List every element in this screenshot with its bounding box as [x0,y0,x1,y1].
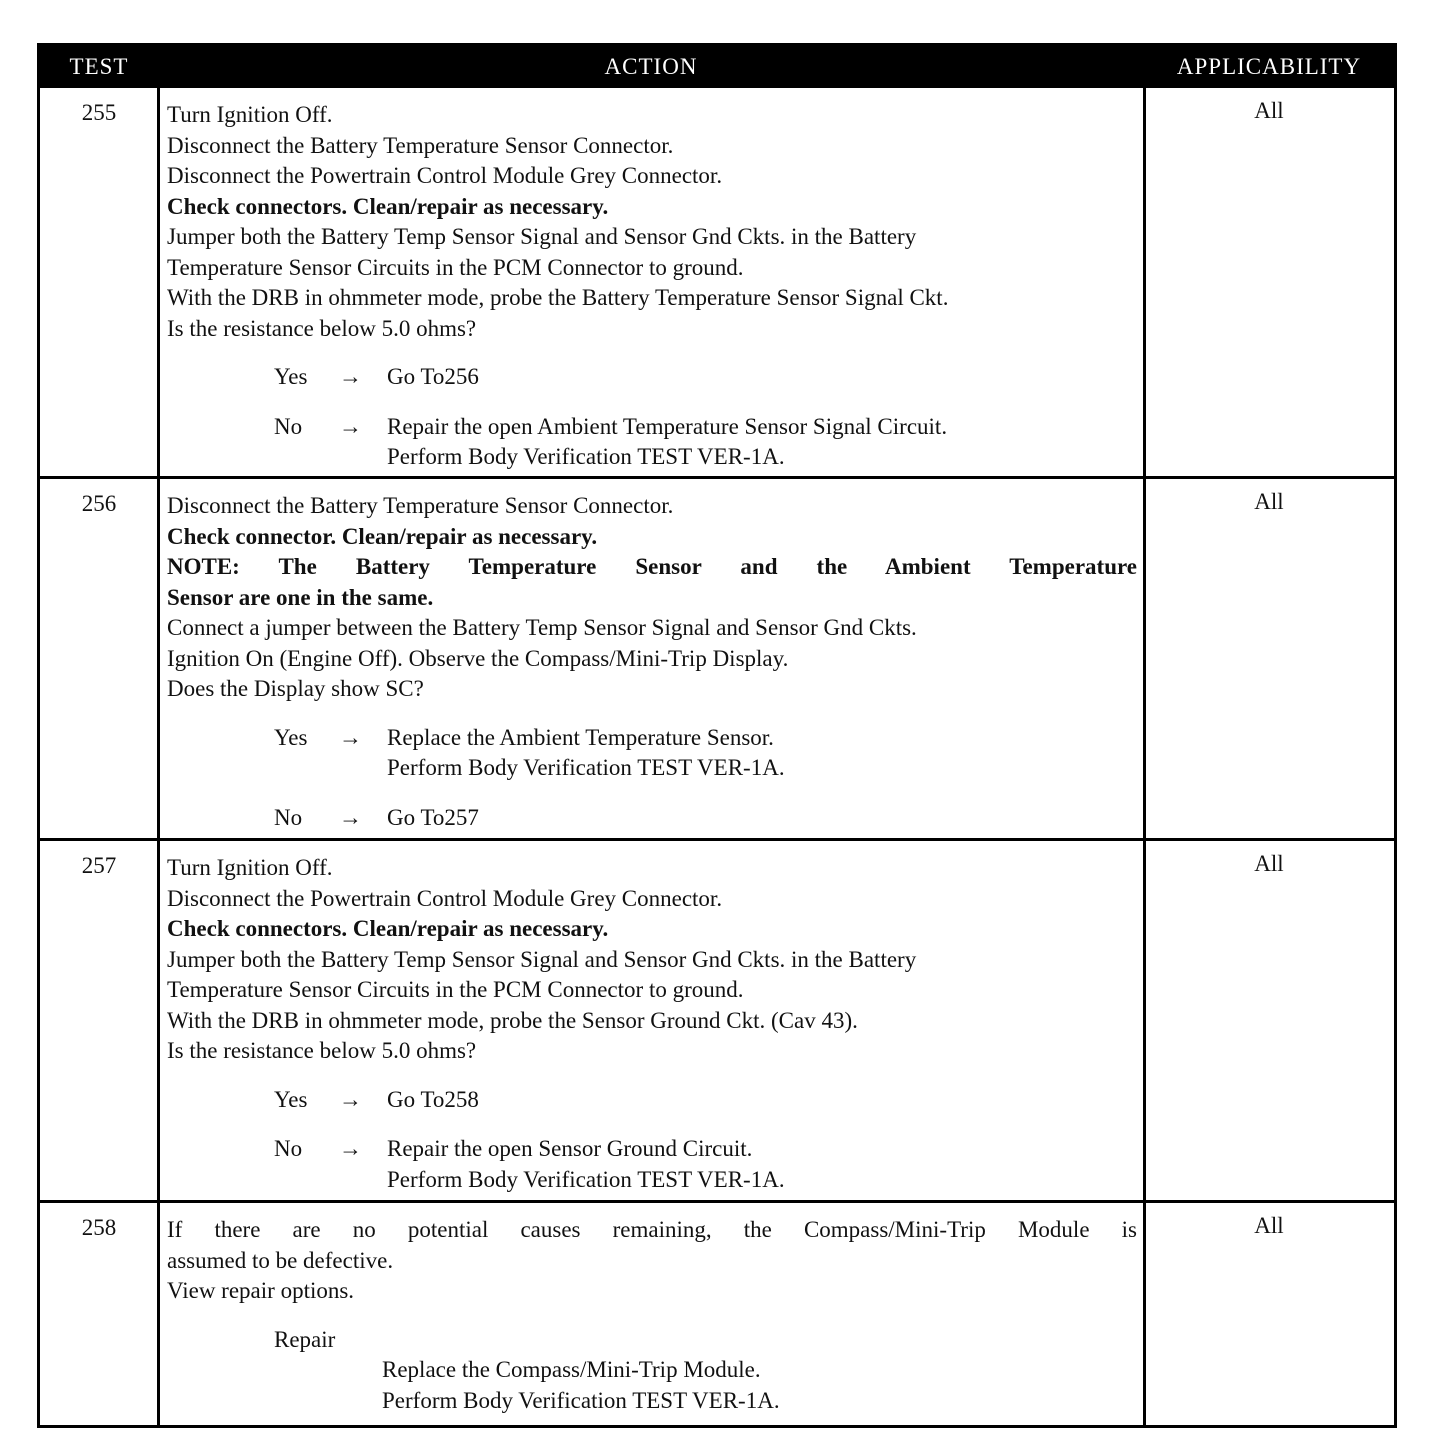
test-number: 255 [81,100,117,125]
yes-label: Yes [274,1086,308,1112]
yes-label: Yes [274,724,308,750]
no-label: No [274,413,303,439]
action-line: Disconnect the Battery Temperature Sensor Connector. [167,132,674,158]
goto-test-link[interactable]: 258 [444,1086,479,1112]
action-line: Is the resistance below 5.0 ohms? [167,315,477,341]
no-label: No [274,1136,303,1161]
table-row [40,479,1394,838]
action-line: View repair options. [167,1278,355,1303]
goto-test-link[interactable]: 257 [444,804,479,830]
action-line: Disconnect the Powertrain Control Module Grey Connector. [167,163,723,188]
arrow-icon: → [339,413,362,439]
repair-line: Perform Body Verification TEST VER-1A. [382,1387,780,1413]
no-option [167,803,1137,834]
action-line: Is the resistance below 5.0 ohms? [167,1038,477,1063]
action-line-bold: NOTE: The Battery Temperature Sensor and the Ambient Temperature [167,554,1137,579]
action-cell [167,100,1137,492]
action-line: Ignition On (Engine Off). Observe the Compass/Mini-Trip Display. [167,645,789,671]
action-line: Jumper both the Battery Temp Sensor Signal and Sensor Gnd Ckts. in the Battery [167,224,917,249]
action-line: Turn Ignition Off. [167,855,333,880]
action-line: Turn Ignition Off. [167,102,333,127]
diagnostic-table [37,43,1397,1428]
action-line: Temperature Sensor Circuits in the PCM Connector to ground. [167,254,744,280]
applicability-cell: All [1254,1213,1284,1238]
action-line-bold: Check connectors. Clean/repair as necessary. [167,193,609,219]
header-action: ACTION [604,54,698,79]
action-line-bold: Sensor are one in the same. [167,584,434,610]
action-line: Disconnect the Powertrain Control Module Grey Connector. [167,885,723,911]
arrow-icon: → [339,1136,362,1161]
goto-label: Go To [387,1086,445,1112]
action-cell [167,853,1137,1214]
repair-line: Replace the Compass/Mini-Trip Module. [382,1357,761,1382]
no-option [167,1134,1137,1195]
test-number: 258 [81,1215,117,1240]
table-row [40,1203,1394,1425]
table-row [40,841,1394,1200]
applicability-cell: All [1254,489,1284,514]
no-label: No [274,804,303,830]
test-number: 256 [81,491,117,516]
action-line: Jumper both the Battery Temp Sensor Signal and Sensor Gnd Ckts. in the Battery [167,946,917,972]
header-test: TEST [69,54,129,79]
yes-option [167,1085,1137,1116]
goto-label: Go To [387,364,445,389]
header-applicability: APPLICABILITY [1176,54,1362,79]
action-line: Temperature Sensor Circuits in the PCM Connector to ground. [167,977,744,1002]
option-line: Perform Body Verification TEST VER-1A. [387,1166,785,1192]
table-header [40,46,1394,88]
option-line: Repair the open Sensor Ground Circuit. [387,1136,753,1161]
arrow-icon: → [339,364,362,389]
yes-option [167,723,1137,784]
action-line-bold: Check connectors. Clean/repair as necessary. [167,916,609,941]
yes-label: Yes [274,364,308,389]
action-line: assumed to be defective. [167,1247,394,1273]
action-line: Connect a jumper between the Battery Temp Sensor Signal and Sensor Gnd Ckts. [167,615,917,640]
action-cell [167,1215,1137,1416]
option-line: Perform Body Verification TEST VER-1A. [387,444,785,469]
applicability-cell: All [1254,851,1284,876]
table-row [40,88,1394,476]
action-line: With the DRB in ohmmeter mode, probe the Sensor Ground Ckt. (Cav 43). [167,1007,858,1033]
arrow-icon: → [339,724,362,750]
action-cell [167,491,1137,852]
arrow-icon: → [339,804,362,830]
applicability-cell: All [1254,98,1284,123]
repair-label: Repair [274,1326,336,1352]
no-option [167,412,1137,473]
yes-option [167,362,1137,393]
goto-test-link[interactable]: 256 [444,364,479,389]
arrow-icon: → [339,1086,362,1112]
option-line: Replace the Ambient Temperature Sensor. [387,724,774,750]
option-line: Repair the open Ambient Temperature Sensor Signal Circuit. [387,413,948,439]
goto-label: Go To [387,804,445,830]
action-line: Disconnect the Battery Temperature Sensor Connector. [167,493,674,518]
test-number: 257 [81,853,117,878]
action-line: If there are no potential causes remaining, the Compass/Mini-Trip Module is [167,1217,1137,1242]
option-line: Perform Body Verification TEST VER-1A. [387,755,785,780]
action-line: With the DRB in ohmmeter mode, probe the Battery Temperature Sensor Signal Ckt. [167,285,949,310]
action-line: Does the Display show SC? [167,676,424,701]
action-line-bold: Check connector. Clean/repair as necessary. [167,523,598,549]
